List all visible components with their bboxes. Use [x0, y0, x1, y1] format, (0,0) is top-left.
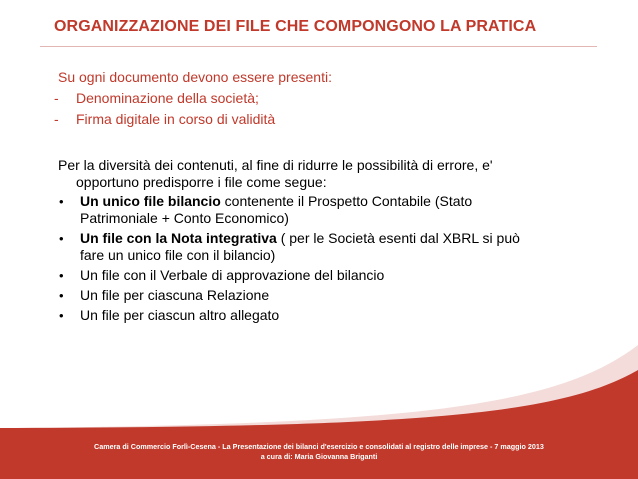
bullet-icon: •	[59, 288, 64, 303]
list-item-bold: Un file con la Nota integrativa	[80, 230, 277, 246]
list-item-text: ( per le Società esenti dal XBRL si può	[276, 230, 520, 246]
lead-line: opportuno predisporre i file come segue:	[76, 174, 327, 190]
bullet-icon: •	[59, 194, 64, 209]
lead-paragraph	[58, 157, 618, 191]
list-item-text: Un file per ciascun altro allegato	[80, 307, 280, 323]
intro-block	[54, 68, 332, 131]
list-item-text-cont: fare un unico file con il bilancio)	[80, 247, 276, 263]
file-list	[58, 193, 618, 324]
bullet-icon: •	[59, 268, 64, 283]
list-item-bold: Un unico file bilancio	[80, 193, 221, 209]
slide-title: ORGANIZZAZIONE DEI FILE CHE COMPONGONO LA PRATICA	[54, 18, 537, 35]
intro-item-text: Denominazione della società;	[76, 90, 259, 106]
list-item	[58, 230, 618, 264]
dash-marker: -	[54, 90, 59, 106]
bullet-icon: •	[59, 231, 64, 246]
lead-line: Per la diversità dei contenuti, al fine di ridurre le possibilità di errore, e'	[58, 157, 493, 173]
intro-item-text: Firma digitale in corso di validità	[76, 111, 276, 127]
list-item	[58, 287, 618, 304]
body-block	[58, 157, 618, 327]
footer-line: Camera di Commercio Forlì-Cesena - La Presentazione dei bilanci d'esercizio e consolidati al registro delle imprese - 7 maggio 2013	[94, 442, 544, 451]
title-divider	[40, 46, 597, 47]
footer-author: a cura di: Maria Giovanna Briganti	[260, 452, 378, 461]
list-item-text-cont: Patrimoniale + Conto Economico)	[80, 210, 289, 226]
intro-item	[54, 110, 332, 131]
footer	[0, 428, 638, 479]
list-item-text: contenente il Prospetto Contabile (Stato	[220, 193, 473, 209]
intro-item	[54, 89, 332, 110]
dash-marker: -	[54, 111, 59, 127]
bullet-icon: •	[59, 308, 64, 323]
list-item-text: Un file con il Verbale di approvazione del bilancio	[80, 267, 385, 283]
list-item	[58, 307, 618, 324]
list-item	[58, 193, 618, 227]
list-item	[58, 267, 618, 284]
intro-heading: Su ogni documento devono essere presenti:	[58, 69, 332, 85]
list-item-text: Un file per ciascuna Relazione	[80, 287, 270, 303]
